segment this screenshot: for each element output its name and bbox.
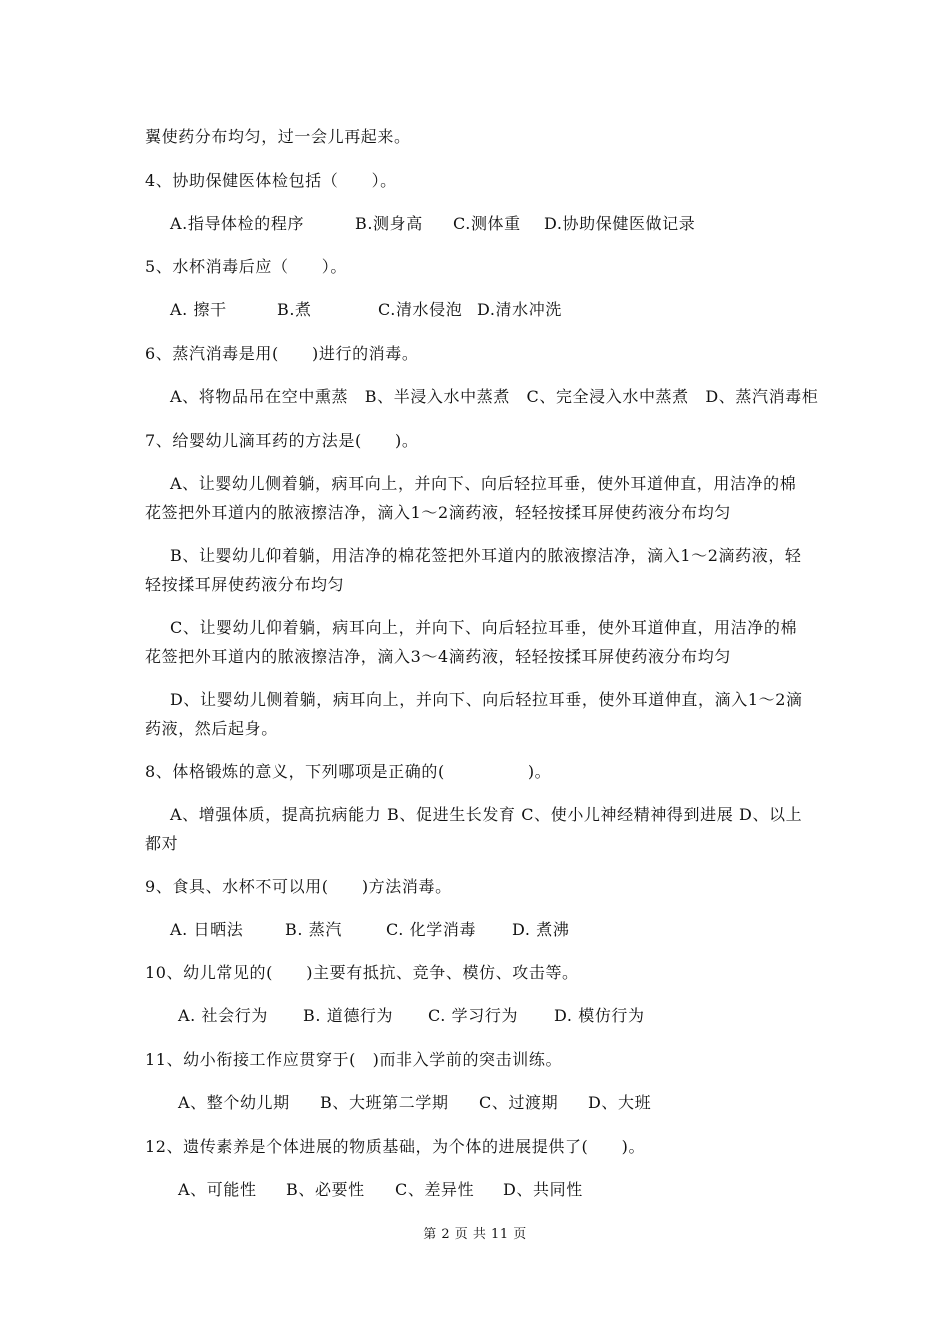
- question-5-options: [0, 299, 950, 321]
- page-number-footer: 第 2 页 共 11 页: [423, 1227, 527, 1242]
- question-8-options-line-2: 都对: [145, 834, 179, 853]
- question-6: 6、蒸汽消毒是用( )进行的消毒。: [145, 344, 419, 363]
- option-d-line-1: D、让婴幼儿侧着躺，病耳向上，并向下、向后轻拉耳垂，使外耳道伸直，滴入1～2滴: [170, 690, 803, 709]
- option-c: C. 学习行为: [428, 1006, 519, 1025]
- option-a-line-2: 花签把外耳道内的脓液擦洁净，滴入1～2滴药液，轻轻按揉耳屏使药液分布均匀: [145, 503, 731, 522]
- option-a: A. 擦干: [170, 300, 227, 319]
- option-b-line-1: B、让婴幼儿仰着躺，用洁净的棉花签把外耳道内的脓液擦洁净，滴入1～2滴药液，轻: [170, 546, 802, 565]
- question-6-options: A、将物品吊在空中熏蒸 B、半浸入水中蒸煮 C、完全浸入水中蒸煮 D、蒸汽消毒柜: [170, 387, 819, 406]
- option-a: A、可能性: [178, 1180, 257, 1199]
- question-8-options-line-1: A、增强体质，提高抗病能力 B、促进生长发育 C、使小儿神经精神得到进展 D、以上: [170, 805, 803, 824]
- option-b: B. 道德行为: [303, 1006, 394, 1025]
- option-c: C. 化学消毒: [386, 920, 477, 939]
- question-7: 7、给婴幼儿滴耳药的方法是( )。: [145, 431, 419, 450]
- question-9-options: [0, 919, 950, 941]
- option-d: D、大班: [588, 1093, 652, 1112]
- option-a: A.指导体检的程序: [170, 214, 305, 233]
- option-c: C、差异性: [395, 1180, 475, 1199]
- option-d: D. 模仿行为: [554, 1006, 645, 1025]
- question-9: 9、食具、水杯不可以用( )方法消毒。: [145, 877, 452, 896]
- option-d: D.协助保健医做记录: [544, 214, 696, 233]
- option-d: D.清水冲洗: [477, 300, 562, 319]
- option-b: B.测身高: [355, 214, 423, 233]
- option-b: B、大班第二学期: [320, 1093, 449, 1112]
- question-10: 10、幼儿常见的( )主要有抵抗、竞争、模仿、攻击等。: [145, 963, 579, 982]
- option-d: D. 煮沸: [512, 920, 570, 939]
- question-4-options: [0, 213, 950, 235]
- option-a-line-1: A、让婴幼儿侧着躺，病耳向上，并向下、向后轻拉耳垂，使外耳道伸直，用洁净的棉: [170, 474, 797, 493]
- option-d-line-2: 药液，然后起身。: [145, 719, 278, 738]
- option-a: A. 社会行为: [178, 1006, 268, 1025]
- question-12: 12、遗传素养是个体进展的物质基础，为个体的进展提供了( )。: [145, 1137, 646, 1156]
- option-c-line-2: 花签把外耳道内的脓液擦洁净，滴入3～4滴药液，轻轻按揉耳屏使药液分布均匀: [145, 647, 731, 666]
- option-c-line-1: C、让婴幼儿仰着躺，病耳向上，并向下、向后轻拉耳垂，使外耳道伸直，用洁净的棉: [170, 618, 798, 637]
- option-d: D、共同性: [503, 1180, 583, 1199]
- question-10-options: [0, 1005, 950, 1027]
- option-b-line-2: 轻按揉耳屏使药液分布均匀: [145, 575, 345, 594]
- question-11: 11、幼小衔接工作应贯穿于( )而非入学前的突击训练。: [145, 1050, 563, 1069]
- option-a: A. 日晒法: [170, 920, 244, 939]
- option-c: C.清水侵泡: [378, 300, 463, 319]
- text-line: 翼使药分布均匀，过一会儿再起来。: [145, 127, 411, 146]
- question-8: 8、体格锻炼的意义，下列哪项是正确的( )。: [145, 762, 552, 781]
- question-4: 4、协助保健医体检包括（ ）。: [145, 171, 397, 190]
- option-c: C、过渡期: [479, 1093, 559, 1112]
- question-11-options: [0, 1092, 950, 1114]
- question-12-options: [0, 1179, 950, 1201]
- option-a: A、整个幼儿期: [178, 1093, 290, 1112]
- option-c: C.测体重: [453, 214, 521, 233]
- option-b: B.煮: [277, 300, 312, 319]
- question-5: 5、水杯消毒后应（ ）。: [145, 257, 347, 276]
- option-b: B. 蒸汽: [285, 920, 342, 939]
- option-b: B、必要性: [286, 1180, 365, 1199]
